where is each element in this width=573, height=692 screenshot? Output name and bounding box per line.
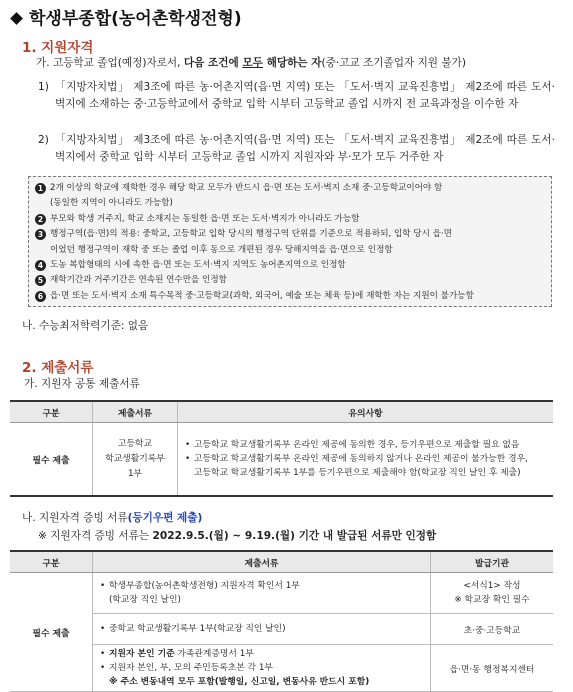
number-circle-icon: 2 — [35, 214, 46, 225]
note-2: 2 부모와 학생 거주지, 학교 소재지는 동일한 읍·면 또는 도서·벽지가 아니라도 가능함 — [35, 212, 545, 227]
org-cell: 초·중·고등학교 — [431, 614, 554, 645]
list-item: • 지원자 본인, 부, 모의 주민등록초본 각 1부 — [99, 661, 429, 675]
note-3-cont: 이었던 행정구역이 재학 중 또는 졸업 이후 동으로 개편된 경우 당해지역을 읍·면으로 인정함 — [50, 244, 393, 255]
issue-period-note: ※ 지원자격 증빙 서류는 2022.9.5.(월) ~ 9.19.(월) 기간 내 발급된 서류만 인정함 — [38, 530, 437, 542]
csat-minimum: 나. 수능최저학력기준: 없음 — [22, 320, 149, 332]
item1-text: 「지방자치법」 제3조에 따른 농·어촌지역(읍·면 지역) 또는 「도서·벽지 교육진흥법」 제2조에 따른 도서·벽지에 소재하는 중·고등학교에서 중학교 입학 시부터 고등학교 졸업 시까지 전 교육과정을 이수한 자 — [55, 81, 555, 110]
proof-docs-table — [10, 550, 553, 692]
doc-cell: • 지원자 본인 기준 가족관계증명서 1부 • 지원자 본인, 부, 모의 주민등록초본 각 1부 ※ 주소 변동내역 모두 포함(발행일, 신고일, 변동사유 반드시 포함) — [93, 645, 431, 692]
diamond-bullet-icon — [10, 12, 23, 25]
doc-cell: • 학생부종합(농어촌학생전형) 지원자격 확인서 1부 (학교장 직인 날인) — [93, 573, 431, 614]
col-header: 유의사항 — [178, 401, 554, 423]
proof-docs-label: 나. 지원자격 증빙 서류(등기우편 제출) — [22, 512, 203, 524]
item1-label: 1) — [38, 81, 49, 93]
org-cell: <서식1> 작성 ※ 학교장 확인 필수 — [431, 573, 554, 614]
table-header-row — [10, 401, 553, 423]
note-4: 4 도농 복합형태의 시에 속한 읍·면 또는 도서·벽지 지역도 농어촌지역으로 인정함 — [35, 258, 545, 273]
number-circle-icon: 6 — [35, 291, 46, 302]
section-heading-documents: 2. 제출서류 — [22, 360, 94, 376]
list-item: • 중학교 학교생활기록부 1부(학교장 직인 날인) — [99, 622, 429, 636]
page-title — [8, 4, 242, 29]
list-item: • 지원자 본인 기준 가족관계증명서 1부 — [99, 647, 429, 661]
table-header-row — [10, 551, 553, 573]
page-title-text: 학생부종합(농어촌학생전형) — [29, 9, 242, 29]
list-item: • 고등학교 학교생활기록부 온라인 제공에 동의하지 않거나 온라인 제공이 불가능한 경우, — [184, 452, 552, 466]
table-row — [10, 423, 553, 497]
section-heading-eligibility: 1. 지원자격 — [22, 40, 94, 56]
col-header: 제출서류 — [93, 551, 431, 573]
note-1-cont: (동일한 지역이 아니라도 가능함) — [50, 198, 173, 209]
row-label: 필수 제출 — [10, 573, 93, 692]
eligibility-ga: 가. 고등학교 졸업(예정)자로서, 다음 조건에 모두 해당하는 자(중·고교 조기졸업자 지원 불가) — [36, 57, 467, 69]
number-circle-icon: 4 — [35, 260, 46, 271]
item2-text: 「지방자치법」 제3조에 따른 농·어촌지역(읍·면 지역) 또는 「도서·벽지 교육진흥법」 제2조에 따른 도서·벽지에서 중학교 입학 시부터 고등학교 졸업 시까지 지원자와 부·모가 모두 거주한 자 — [55, 134, 555, 163]
list-item: • 학생부종합(농어촌학생전형) 지원자격 확인서 1부 — [99, 579, 429, 593]
doc-cell: 고등학교 학교생활기록부 1부 — [93, 423, 178, 497]
col-header: 제출서류 — [93, 401, 178, 423]
note-1: 1 2개 이상의 학교에 재학한 경우 해당 학교 모두가 반드시 읍·면 또는 도서·벽지 소재 중·고등학교이어야 함 — [35, 181, 545, 196]
notes-cell — [178, 423, 554, 497]
doc-cell — [93, 614, 431, 645]
number-circle-icon: 3 — [35, 229, 46, 240]
col-header: 구분 — [10, 551, 93, 573]
list-item: 고등학교 학교생활기록부 1부를 등기우편으로 제출해야 함(학교장 직인 날인 후 제출) — [194, 468, 521, 478]
common-docs-table — [10, 400, 553, 497]
row-label: 필수 제출 — [10, 423, 93, 497]
common-docs-label: 가. 지원자 공통 제출서류 — [24, 378, 140, 390]
note-3: 3 행정구역(읍·면)의 적용: 중학교, 고등학교 입학 당시의 행정구역 단위를 기준으로 적용하되, 입학 당시 읍·면 — [35, 227, 545, 242]
org-cell: 읍·면·동 행정복지센터 — [431, 645, 554, 692]
note-5: 5 재학기간과 거주기간은 연속된 연수만을 인정함 — [35, 273, 545, 288]
number-circle-icon: 1 — [35, 183, 46, 194]
note-6: 6 읍·면 또는 도서·벽지 소재 특수목적 중·고등학교(과학, 외국어, 예술 또는 체육 등)에 재학한 자는 지원이 불가능함 — [35, 289, 545, 304]
col-header: 구분 — [10, 401, 93, 423]
notes-box — [28, 176, 552, 307]
table-row — [10, 573, 553, 614]
list-item: • 고등학교 학교생활기록부 온라인 제공에 동의한 경우, 등기우편으로 제출할 필요 없음 — [184, 438, 552, 452]
col-header: 발급기관 — [431, 551, 554, 573]
number-circle-icon: 5 — [35, 275, 46, 286]
item2-label: 2) — [38, 134, 49, 146]
